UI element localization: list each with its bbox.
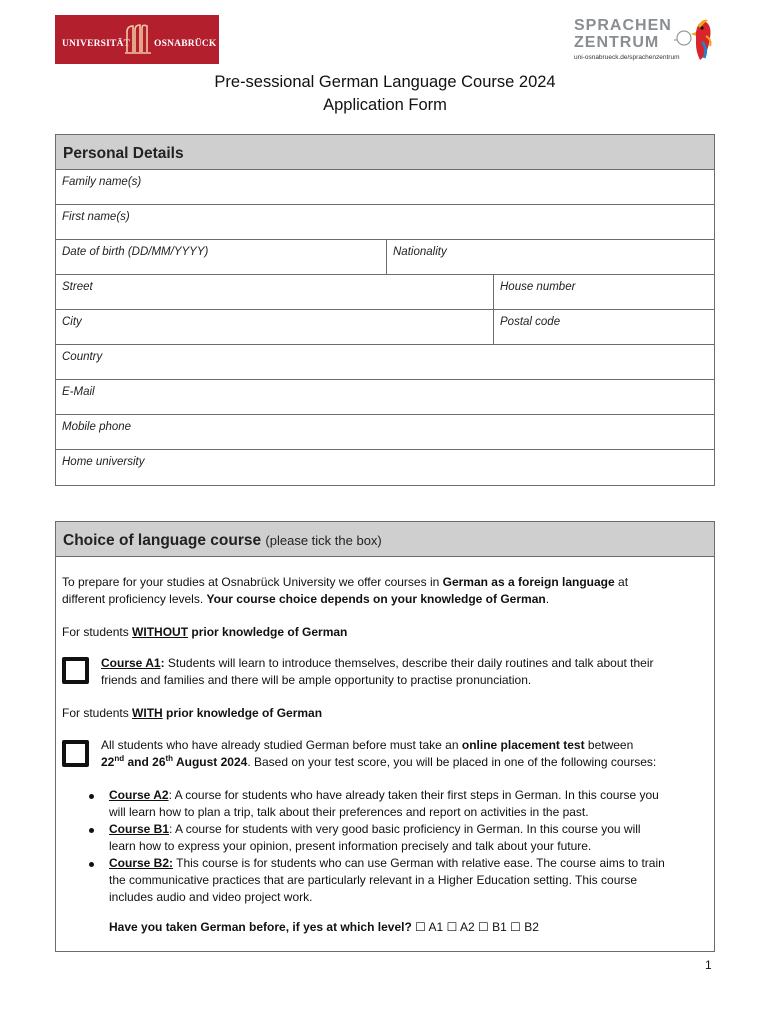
course-b1-line-2: learn how to express your opinion, present information precisely and talk about your future.	[109, 839, 592, 853]
course-b1-line-1: Course B1: A course for students with very good basic proficiency in German. In this course you will	[109, 822, 641, 836]
placement-test-checkbox[interactable]	[62, 740, 89, 767]
intro-line-1: To prepare for your studies at Osnabrück University we offer courses in German as a foreign language at	[62, 575, 629, 589]
course-b2-line-3: includes audio and video project work.	[109, 890, 313, 904]
prior-level-question: Have you taken German before, if yes at which level? ☐ A1 ☐ A2 ☐ B1 ☐ B2	[109, 920, 539, 934]
uni-logo-text-left: UNIVERSITÄT	[62, 39, 131, 49]
bullet-b2	[89, 862, 94, 867]
personal-details-heading: Personal Details	[63, 145, 184, 162]
nationality-label: Nationality	[393, 246, 447, 258]
placement-test-line-1: All students who have already studied German before must take an online placement test between	[101, 738, 634, 752]
course-a1-line-2: friends and families and there will be ample opportunity to practise pronunciation.	[101, 673, 532, 687]
course-b2-line-1: Course B2: This course is for students who can use German with relative ease. The course aims to train	[109, 856, 665, 870]
course-a1-line-1: Course A1: Students will learn to introduce themselves, describe their daily routines and talk about their	[101, 656, 654, 670]
street-label: Street	[62, 281, 93, 293]
dob-field[interactable]	[56, 240, 386, 275]
course-choice-section	[55, 521, 715, 952]
course-choice-note: (please tick the box)	[265, 533, 382, 548]
first-name-label: First name(s)	[62, 211, 130, 223]
without-knowledge-heading: For students WITHOUT prior knowledge of German	[62, 625, 348, 639]
course-a1-checkbox[interactable]	[62, 657, 89, 684]
mobile-phone-field[interactable]	[56, 415, 714, 450]
course-choice-header	[56, 522, 714, 557]
email-label: E-Mail	[62, 386, 95, 398]
dob-nationality-row	[56, 240, 714, 275]
city-label: City	[62, 316, 82, 328]
postal-code-field[interactable]	[493, 310, 714, 345]
personal-details-table	[55, 134, 715, 486]
bullet-b1	[89, 828, 94, 833]
family-name-label: Family name(s)	[62, 176, 142, 188]
with-knowledge-heading: For students WITH prior knowledge of German	[62, 706, 323, 720]
family-name-field[interactable]	[56, 170, 714, 205]
parrot-icon	[660, 14, 716, 62]
level-checkboxes[interactable]: ☐ A1 ☐ A2 ☐ B1 ☐ B2	[415, 920, 539, 934]
mobile-phone-label: Mobile phone	[62, 421, 132, 433]
sprachenzentrum-logo	[572, 14, 717, 64]
postal-code-label: Postal code	[500, 316, 561, 328]
sz-logo-line1: SPRACHEN	[574, 17, 672, 34]
course-b2-line-2: the communicative practices that are particularly relevant in a Higher Education setting. This course	[109, 873, 638, 887]
page-number: 1	[705, 958, 712, 972]
university-seal-icon	[123, 22, 153, 56]
uni-logo-text-right: OSNABRÜCK	[154, 39, 217, 49]
country-label: Country	[62, 351, 103, 363]
personal-details-header	[56, 135, 714, 170]
sz-logo-line2: ZENTRUM	[574, 34, 660, 51]
street-row	[56, 275, 714, 310]
country-field[interactable]	[56, 345, 714, 380]
home-university-label: Home university	[62, 456, 145, 468]
placement-test-line-2: 22nd and 26th August 2024. Based on your test score, you will be placed in one of the following courses:	[101, 754, 657, 769]
form-subtitle: Application Form	[323, 96, 447, 114]
sz-logo-url: uni-osnabrueck.de/sprachenzentrum	[574, 54, 680, 61]
course-choice-heading: Choice of language course (please tick the box)	[63, 532, 382, 549]
street-field[interactable]	[56, 275, 493, 310]
first-name-field[interactable]	[56, 205, 714, 240]
house-number-label: House number	[500, 281, 576, 293]
nationality-field[interactable]	[386, 240, 714, 275]
email-field[interactable]	[56, 380, 714, 415]
house-number-field[interactable]	[493, 275, 714, 310]
university-logo	[55, 15, 219, 64]
intro-line-2: different proficiency levels. Your course choice depends on your knowledge of German.	[62, 592, 550, 606]
form-title: Pre-sessional German Language Course 2024	[214, 73, 556, 91]
course-a2-line-2: will learn how to plan a trip, talk about their preferences and report on activities in the past.	[109, 805, 589, 819]
city-field[interactable]	[56, 310, 493, 345]
dob-label: Date of birth (DD/MM/YYYY)	[62, 246, 209, 258]
home-university-field[interactable]	[56, 450, 714, 485]
city-row	[56, 310, 714, 345]
bullet-a2	[89, 794, 94, 799]
course-a2-line-1: Course A2: A course for students who have already taken their first steps in German. In this course you	[109, 788, 659, 802]
